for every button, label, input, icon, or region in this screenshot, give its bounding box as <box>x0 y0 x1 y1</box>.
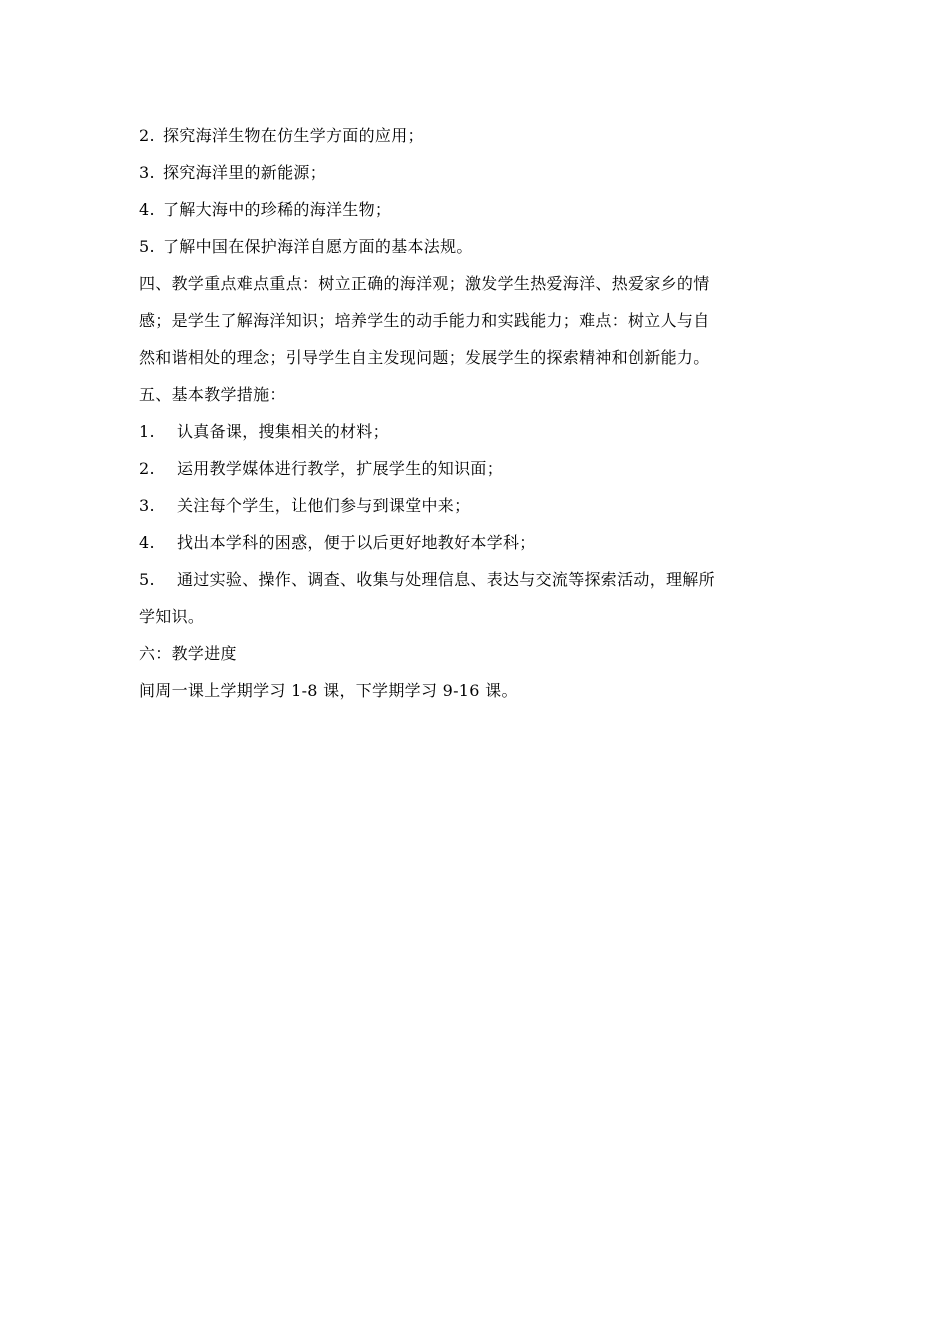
list-text: 了解大海中的珍稀的海洋生物； <box>163 200 392 219</box>
list-number: 2. <box>139 459 155 478</box>
list-number: 4. <box>139 533 155 552</box>
list-item <box>139 419 819 456</box>
list-number: 5. <box>139 237 155 256</box>
list-number: 4. <box>139 200 155 219</box>
list-text: 运用教学媒体进行教学，扩展学生的知识面； <box>177 459 504 478</box>
list-text: 关注每个学生，让他们参与到课堂中来； <box>177 496 471 515</box>
list-number: 5. <box>139 570 155 589</box>
list-text: 探究海洋里的新能源； <box>163 163 327 182</box>
section-heading-progress: 六：教学进度 <box>139 644 237 663</box>
list-text: 认真备课，搜集相关的材料； <box>177 422 389 441</box>
document-body <box>139 123 819 715</box>
list-number: 3. <box>139 163 155 182</box>
list-text: 找出本学科的困惑，便于以后更好地教好本学科； <box>177 533 536 552</box>
list-text: 通过实验、操作、调查、收集与处理信息、表达与交流等探索活动，理解所 <box>177 570 715 589</box>
paragraph-line: 学知识。 <box>139 607 205 626</box>
list-text: 探究海洋生物在仿生学方面的应用； <box>163 126 424 145</box>
list-item <box>139 234 819 271</box>
list-item <box>139 123 819 160</box>
list-item <box>139 493 819 530</box>
section-heading-measures: 五、基本教学措施： <box>139 385 286 404</box>
list-item <box>139 456 819 493</box>
list-item <box>139 530 819 567</box>
list-item <box>139 567 819 604</box>
paragraph-line: 间周一课上学期学习 1-8 课，下学期学习 9-16 课。 <box>139 681 518 700</box>
list-item <box>139 160 819 197</box>
paragraph-line: 感；是学生了解海洋知识；培养学生的动手能力和实践能力；难点：树立人与自 <box>139 311 710 330</box>
list-text: 了解中国在保护海洋自愿方面的基本法规。 <box>163 237 473 256</box>
paragraph-line: 然和谐相处的理念；引导学生自主发现问题；发展学生的探索精神和创新能力。 <box>139 348 710 367</box>
list-item <box>139 197 819 234</box>
list-number: 3. <box>139 496 155 515</box>
section-heading-key-points: 四、教学重点难点重点：树立正确的海洋观；激发学生热爱海洋、热爱家乡的情 <box>139 274 710 293</box>
list-number: 1. <box>139 422 155 441</box>
list-number: 2. <box>139 126 155 145</box>
